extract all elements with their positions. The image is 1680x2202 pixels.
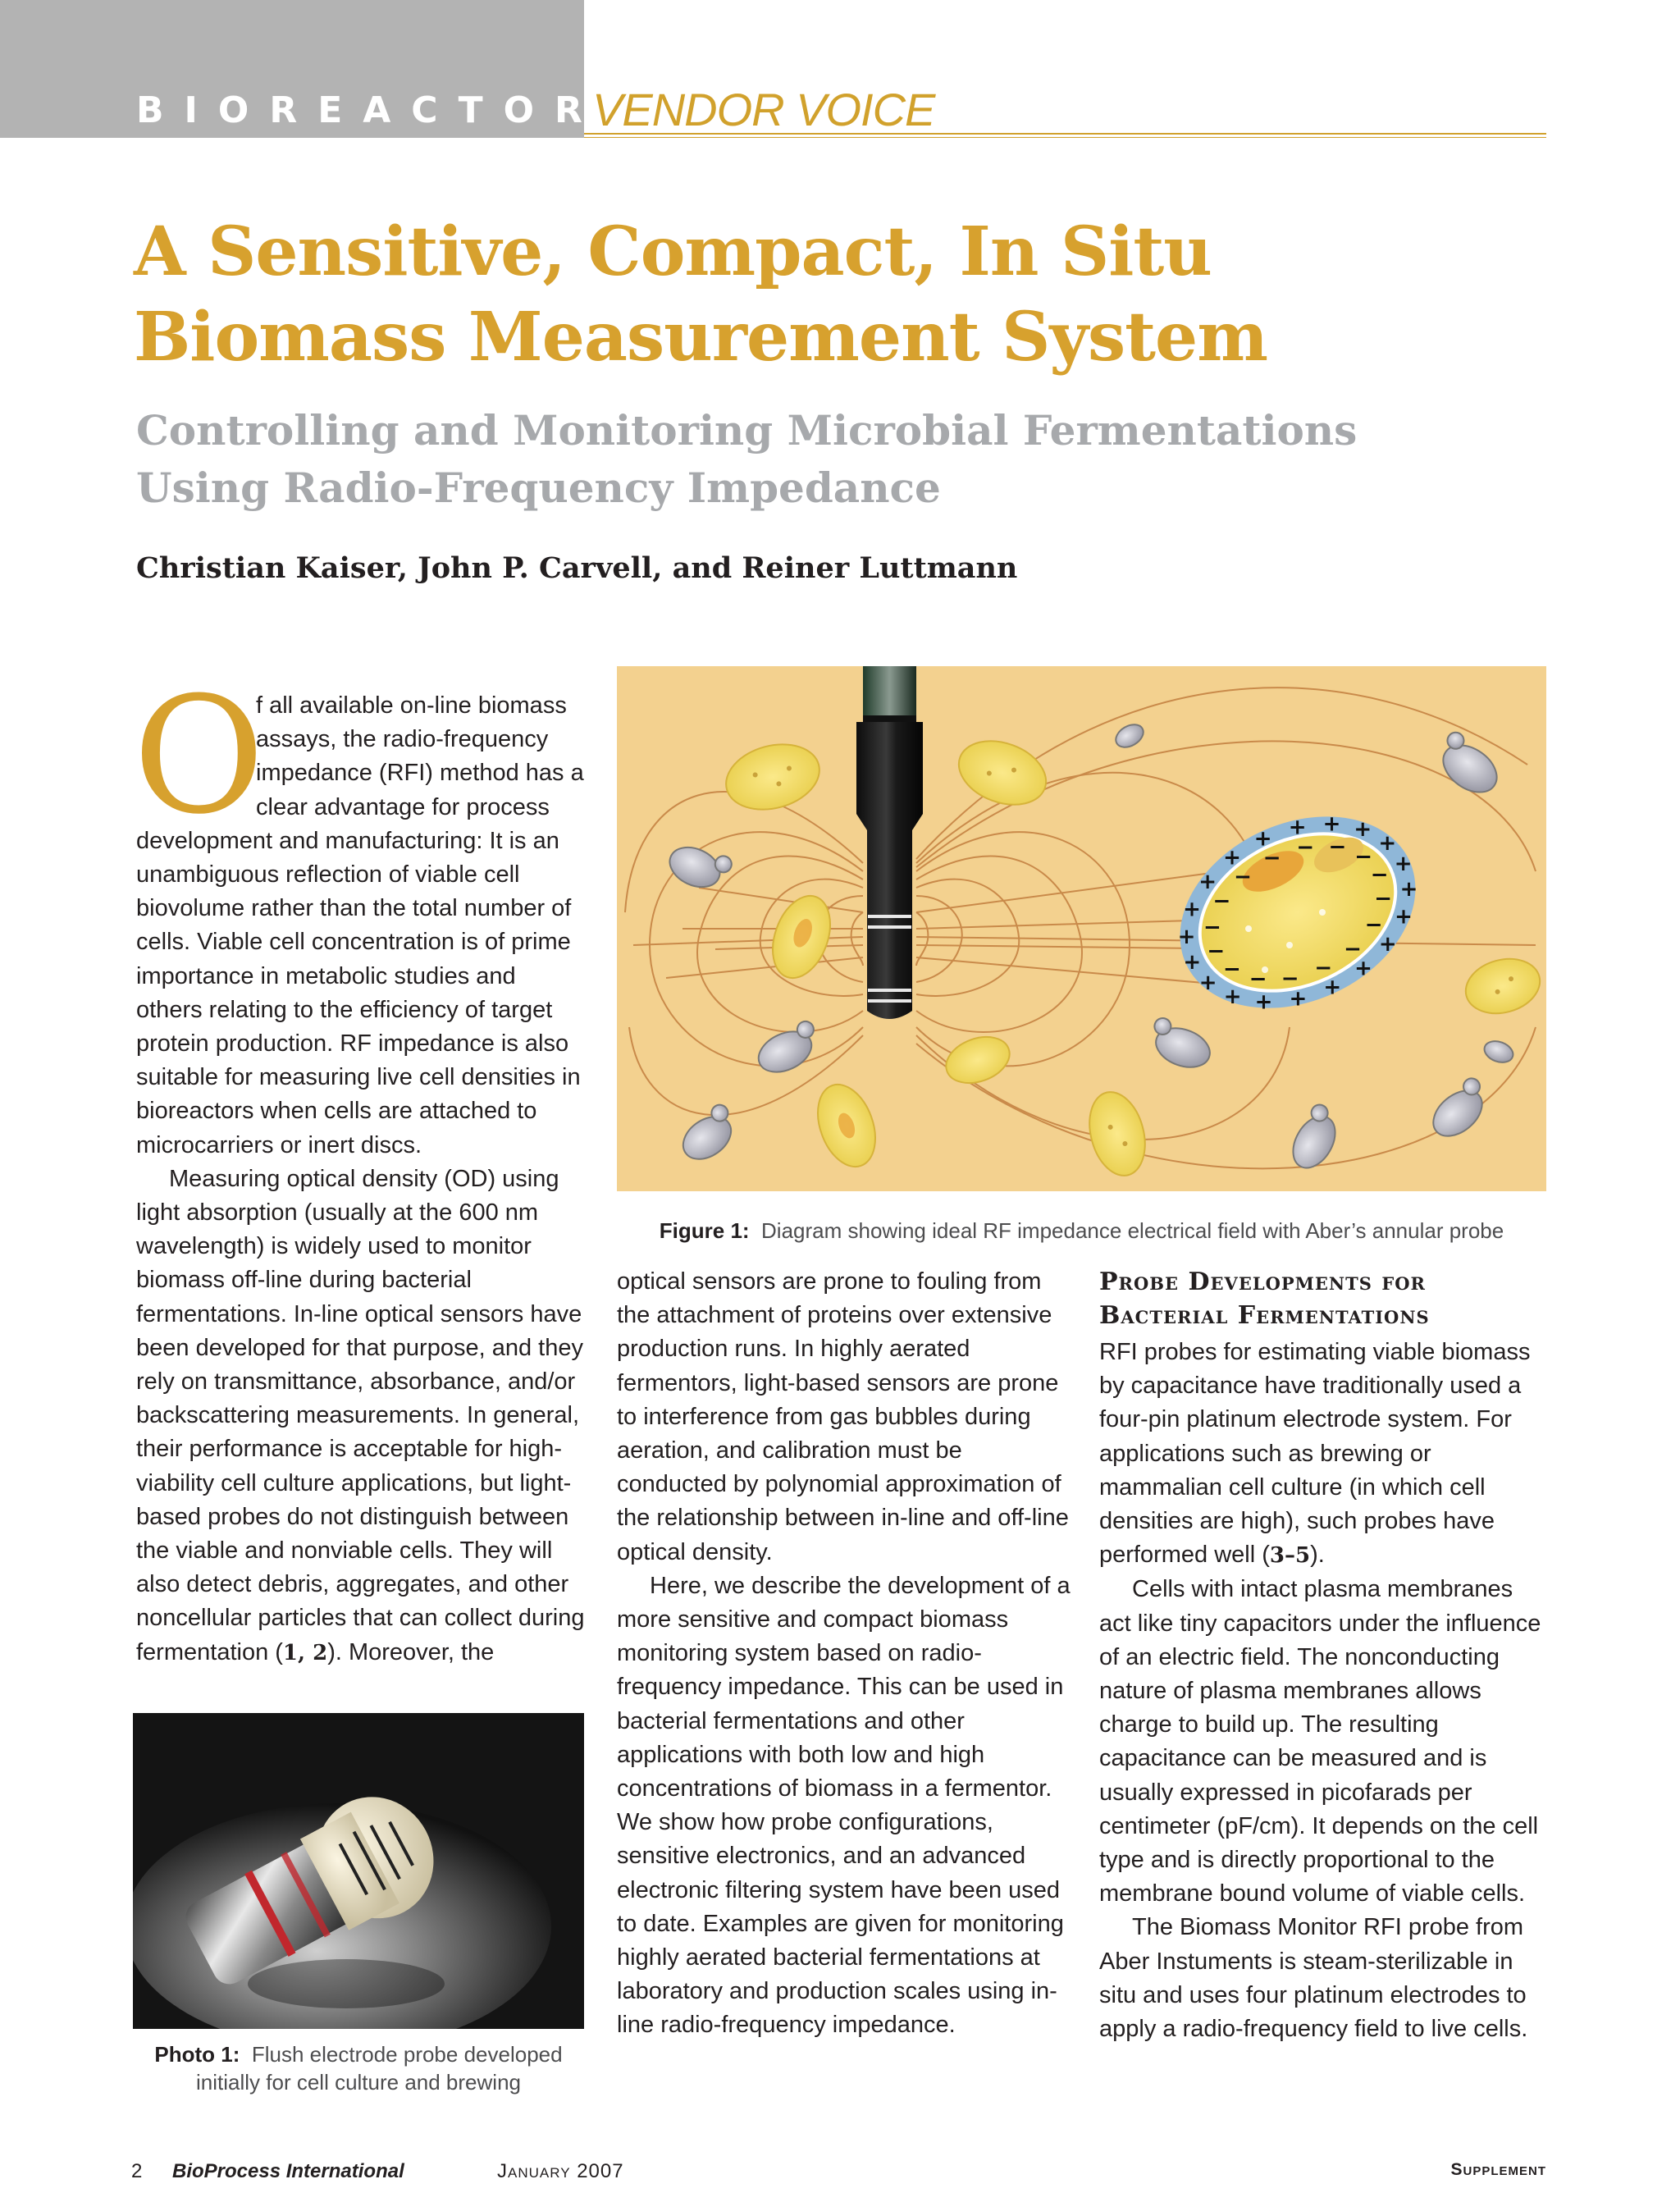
negative-charge: − [1203,915,1221,940]
negative-charge: − [1364,912,1383,938]
viable-cell [807,1076,886,1175]
journal-name: BioProcess International [172,2160,404,2182]
section-heading [1099,1265,1546,1332]
section-heading-line-1: Probe Developments for [1099,1268,1427,1296]
negative-charge: − [1370,862,1389,888]
article-title [134,209,1528,380]
negative-charge: − [1296,835,1315,861]
viable-cell [940,1029,1016,1091]
positive-charge: + [1223,845,1241,870]
author-byline: Christian Kaiser, John P. Carvell, and Reiner Luttmann [136,551,1018,585]
viable-cell [719,734,827,819]
intro-paragraph [133,663,587,1163]
series-label: VENDOR VOICE [592,84,935,135]
positive-charge: + [1198,971,1217,996]
charged-cell [1148,780,1446,1045]
negative-charge: − [1314,956,1333,981]
positive-charge: + [1183,897,1201,922]
positive-charge: + [1399,876,1418,902]
negative-charge: − [1328,834,1347,860]
negative-charge: − [1207,939,1226,964]
paragraph-text: ). [1310,1542,1325,1569]
viable-cells [719,729,1546,1181]
paragraph-capacitors: Cells with intact plasma membranes act like tiny capacitors under the influence of an electric field. The nonconducting nature of plasma membranes allows charge to build up. The resulting capacitance can be measured and is usually expressed in picofarads per centimeter (pF/cm). It depends on the cell type and is directly proportional to the membrane bound volume of viable cells. [1099,1576,1541,1907]
title-line-1: A Sensitive, Compact, In Situ [134,212,1212,291]
annular-probe [856,722,923,1019]
figure-caption-text: Diagram showing ideal RF impedance electrical field with Aber’s annular probe [761,1218,1504,1243]
figure-1-diagram [617,666,1546,1191]
positive-charge: + [1253,826,1272,852]
supplement-label: Supplement [1450,2160,1546,2179]
subtitle-line-2: Using Radio-Frequency Impedance [136,464,941,512]
subtitle-line-1: Controlling and Monitoring Microbial Fermentations [136,406,1358,455]
positive-charge: + [1223,984,1242,1009]
text-column-3 [1099,1265,1546,2046]
figure-1-caption [617,1217,1546,1245]
paragraph-biomass-monitor: The Biomass Monitor RFI probe from Aber Instuments is steam-sterilizable in situ and uses four platinum electrodes to apply a radio-frequency field to live cells. [1099,1914,1528,2043]
positive-charge: + [1288,815,1307,840]
positive-charge: + [1395,904,1413,930]
negative-charge: − [1223,957,1241,982]
paragraph-rfi-probes [1099,1336,1546,1573]
section-label: BIOREACTORS [136,89,650,131]
positive-charge: + [1354,956,1372,981]
figure-label: Figure 1: [659,1218,750,1243]
paragraph-text: RFI probes for estimating viable biomass by capacitance have traditionally used a four-pin platinum electrode system. For applications such as brewing or mammalian cell culture (in which cell densities are high), such probes have performed well ( [1099,1339,1531,1569]
paragraph-text: ). Moreover, the [327,1638,495,1665]
nonviable-cell [1112,720,1147,752]
flush-electrode-probe-image [133,1713,584,2029]
viable-cell [950,729,1055,815]
issue-date: January 2007 [497,2160,624,2182]
rf-field-diagram [617,666,1546,1191]
paragraph-text: Measuring optical density (OD) using light absorption (usually at the 600 nm wavelength) is widely used to monitor biomass off-line during bacterial fermentations. In-line optical sensors have been developed for that purpose, and they rely on transmittance, absorbance, and/or backscattering measurements. In general, their performance is acceptable for high-viability cell culture applications, but light-based probes do not distinguish between the viable and nonviable cells. They will also detect debris, aggregates, and other noncellular particles that can collect during fermentation ( [136,1165,585,1665]
positive-charge: + [1198,870,1217,894]
paragraph-optical-density [136,1163,587,1670]
drop-cap: O [133,663,265,850]
section-heading-line-2: Bacterial Fermentations [1099,1301,1430,1330]
negative-charge: − [1344,937,1362,962]
title-line-2: Biomass Measurement System [134,298,1267,377]
positive-charge: + [1378,932,1397,957]
positive-charge: + [1378,830,1397,856]
reference-citation[interactable]: 3–5 [1269,1543,1311,1569]
positive-charge: + [1183,950,1202,975]
positive-charge: + [1354,817,1372,843]
photo-caption-text: Flush electrode probe developed initially for cell culture and brewing [196,2042,563,2095]
paragraph-fouling: optical sensors are prone to fouling from the attachment of proteins over extensive production runs. In highly aerated fermentors, light-based sensors are prone to interference from gas bubbles during aeration, and calibration must be conducted by polynomial approximation of the relationship between in-line and off-line optical density. [617,1268,1069,1565]
positive-charge: + [1394,852,1413,876]
nonviable-cell [1429,729,1507,802]
positive-charge: + [1177,925,1196,950]
header-rule-thin [584,137,1546,138]
nonviable-cell [1144,1016,1217,1074]
nonviable-cell [673,1102,745,1168]
page-number: 2 [131,2160,143,2182]
negative-charge: − [1234,864,1252,889]
viable-cell [1081,1085,1154,1181]
intro-text: f all available on-line biomass assays, the radio-frequency impedance (RFI) method has a clear advantage for process development and manufacturing: It is an unambiguous reflection of viable cell biovolume rather than the total number of cells. Viable cell concentration is of prime importance in metabolic studies and others relating to the efficiency of target protein production. RF impedance is also suitable for measuring live cell densities in bioreactors when cells are attached to microcarriers or inert discs. [136,692,584,1158]
viable-cell [1459,951,1545,1021]
positive-charge: + [1254,989,1273,1015]
text-column-2 [617,1265,1073,2043]
reference-citation[interactable]: 1, 2 [282,1640,328,1665]
nonviable-cell [1285,1102,1348,1176]
negative-charge: − [1374,886,1392,911]
positive-charge: + [1323,975,1342,1000]
article-subtitle [136,402,1531,517]
negative-charge: − [1212,889,1231,914]
negative-charge: − [1262,845,1281,870]
photo-1-caption [133,2040,584,2096]
header-rule [584,133,1546,135]
nonviable-cell [1481,1038,1516,1067]
text-column-1 [133,663,587,1670]
paragraph-development: Here, we describe the development of a more sensitive and compact biomass monitoring system based on radio-frequency impedance. This can be used in bacterial fermentations and other applications with both low and high concentrations of biomass in a fermentor. We show how probe configurations, sensitive electronics, and an advanced electronic filtering system have been used to date. Examples are given for monitoring highly aerated bacterial fermentations at laboratory and production scales using in-line radio-frequency impedance. [617,1572,1071,2039]
photo-label: Photo 1: [154,2042,240,2067]
probe-shaft [863,666,916,715]
probe-collar [863,715,916,722]
photo-1-probe [133,1713,584,2029]
negative-charge: − [1249,966,1267,992]
negative-charge: − [1354,844,1372,870]
nonviable-cell [1424,1075,1497,1144]
negative-charge: − [1281,966,1299,991]
nonviable-cell [664,835,734,898]
positive-charge: + [1322,811,1341,837]
positive-charge: + [1289,986,1308,1012]
